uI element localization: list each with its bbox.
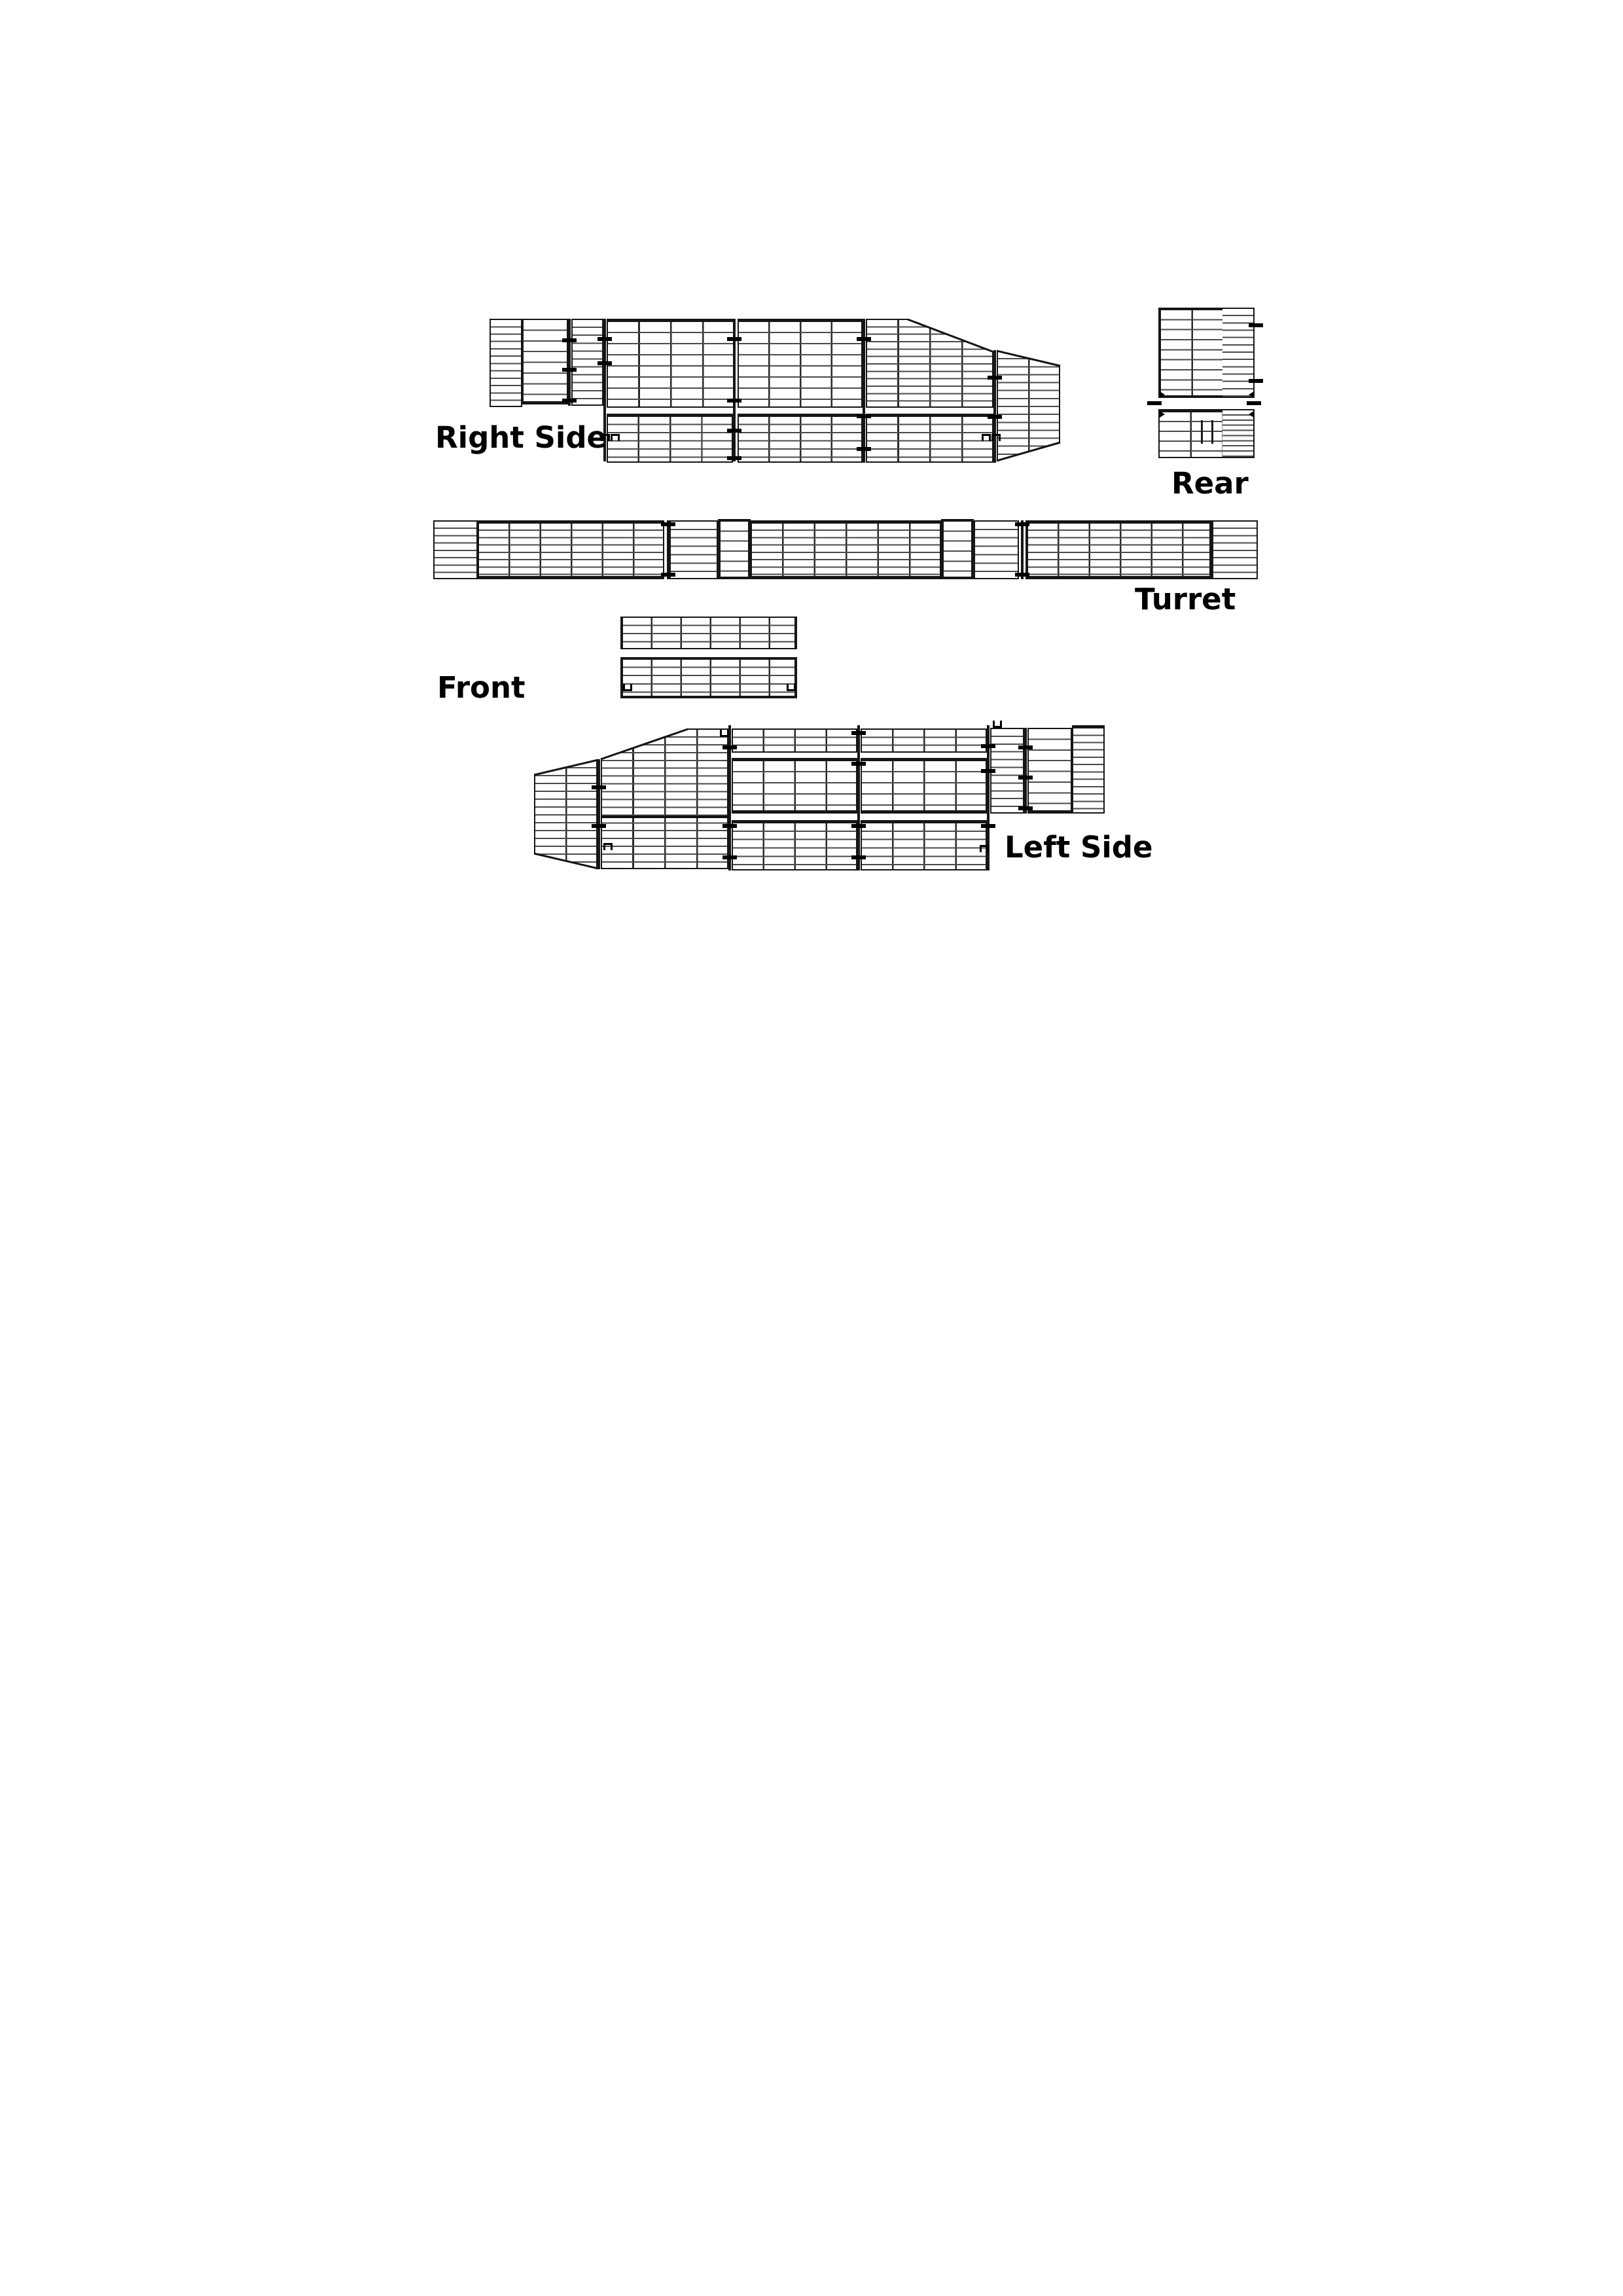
post-tick [597, 337, 612, 341]
label-right-side: Right Side [435, 420, 607, 455]
bracket-icon [720, 730, 729, 737]
turret-view-armor-panel [974, 520, 1019, 579]
post-tick [727, 456, 741, 460]
rear-view-armor-panel [1222, 410, 1253, 457]
post-tick [1018, 776, 1033, 780]
left-side-view-armor-panel [732, 820, 857, 870]
right-side-view-armor-panel [490, 319, 522, 407]
right-side-view-armor-panel [866, 319, 993, 408]
post-tick [661, 573, 675, 577]
edge-tick [1247, 401, 1261, 405]
right-side-view-armor-panel [866, 414, 993, 463]
turret-view-armor-panel [941, 519, 974, 579]
post-tick [1015, 573, 1029, 577]
post-tick [988, 415, 1002, 419]
turret-view-armor-panel [669, 520, 718, 579]
turret-view-armor-panel [718, 519, 751, 579]
label-front: Front [437, 670, 526, 705]
right-side-view-armor-panel [738, 414, 863, 463]
turret-view-mount-post [667, 520, 669, 579]
post-tick [592, 824, 606, 828]
right-side-view-armor-panel [997, 350, 1060, 461]
post-tick [727, 429, 741, 433]
bracket-icon [623, 684, 632, 691]
post-tick [851, 855, 866, 859]
turret-view-armor-panel [433, 520, 478, 579]
post-tick [661, 522, 675, 526]
post-tick [1018, 745, 1033, 749]
label-left-side: Left Side [1005, 830, 1153, 865]
post-tick [1018, 806, 1033, 810]
post-tick [857, 337, 871, 341]
post-tick [562, 338, 577, 342]
turret-view-armor-panel [1026, 520, 1212, 579]
hatch-lines [1201, 420, 1213, 444]
bracket-icon [611, 434, 620, 441]
post-tick [727, 399, 741, 403]
post-tick [981, 744, 995, 748]
left-side-view-armor-panel [732, 758, 857, 814]
left-side-view-armor-panel [732, 728, 857, 753]
left-side-view-armor-panel [861, 758, 987, 814]
post-tick [1015, 522, 1029, 526]
right-side-view-armor-panel [607, 319, 734, 408]
turret-view-armor-panel [751, 520, 941, 579]
edge-tick [1249, 379, 1263, 383]
rear-view-armor-panel [1222, 309, 1253, 397]
label-turret: Turret [1135, 582, 1236, 617]
right-side-view-mount-post [993, 350, 996, 463]
bracket-icon [603, 843, 613, 850]
post-tick [851, 762, 866, 766]
post-tick [851, 731, 866, 735]
bracket-icon [980, 845, 989, 852]
post-tick [857, 447, 871, 451]
bracket-icon [993, 721, 1002, 728]
right-side-view-mount-post [568, 319, 571, 406]
post-tick [857, 414, 871, 418]
post-tick [981, 769, 995, 773]
right-side-view-armor-panel [607, 414, 733, 463]
left-side-view-mount-post [597, 759, 600, 869]
post-tick [597, 361, 612, 365]
post-tick [562, 368, 577, 372]
edge-tick [1249, 323, 1263, 327]
bracket-icon [982, 434, 991, 441]
right-side-view-armor-panel [522, 319, 568, 404]
left-side-view-armor-panel [1072, 725, 1105, 814]
post-tick [851, 824, 866, 828]
post-tick [727, 337, 741, 341]
post-tick [722, 745, 737, 749]
left-side-view-mount-post [1024, 728, 1027, 814]
left-side-view-armor-panel [861, 820, 987, 870]
post-tick [722, 824, 737, 828]
turret-view-armor-panel [1212, 520, 1258, 579]
front-view-armor-panel [620, 617, 797, 649]
turret-view-armor-panel [478, 520, 664, 579]
left-side-view-armor-panel [534, 759, 597, 869]
post-tick [722, 855, 737, 859]
post-tick [592, 785, 606, 789]
post-tick [562, 399, 577, 403]
edge-tick [1147, 401, 1162, 405]
thick-divider-line [601, 816, 728, 818]
left-side-view-armor-panel [1027, 728, 1072, 814]
left-side-view-armor-panel [861, 728, 987, 753]
front-view-armor-panel [620, 657, 797, 698]
left-side-view-armor-panel [601, 728, 728, 869]
post-tick [981, 824, 995, 828]
post-tick [988, 376, 1002, 380]
right-side-view-armor-panel [738, 319, 863, 408]
bracket-icon [787, 684, 796, 691]
bracket-icon [991, 434, 1001, 441]
label-rear: Rear [1171, 466, 1249, 501]
turret-view-mount-post [1021, 520, 1024, 579]
left-side-view-mount-post [857, 725, 860, 870]
